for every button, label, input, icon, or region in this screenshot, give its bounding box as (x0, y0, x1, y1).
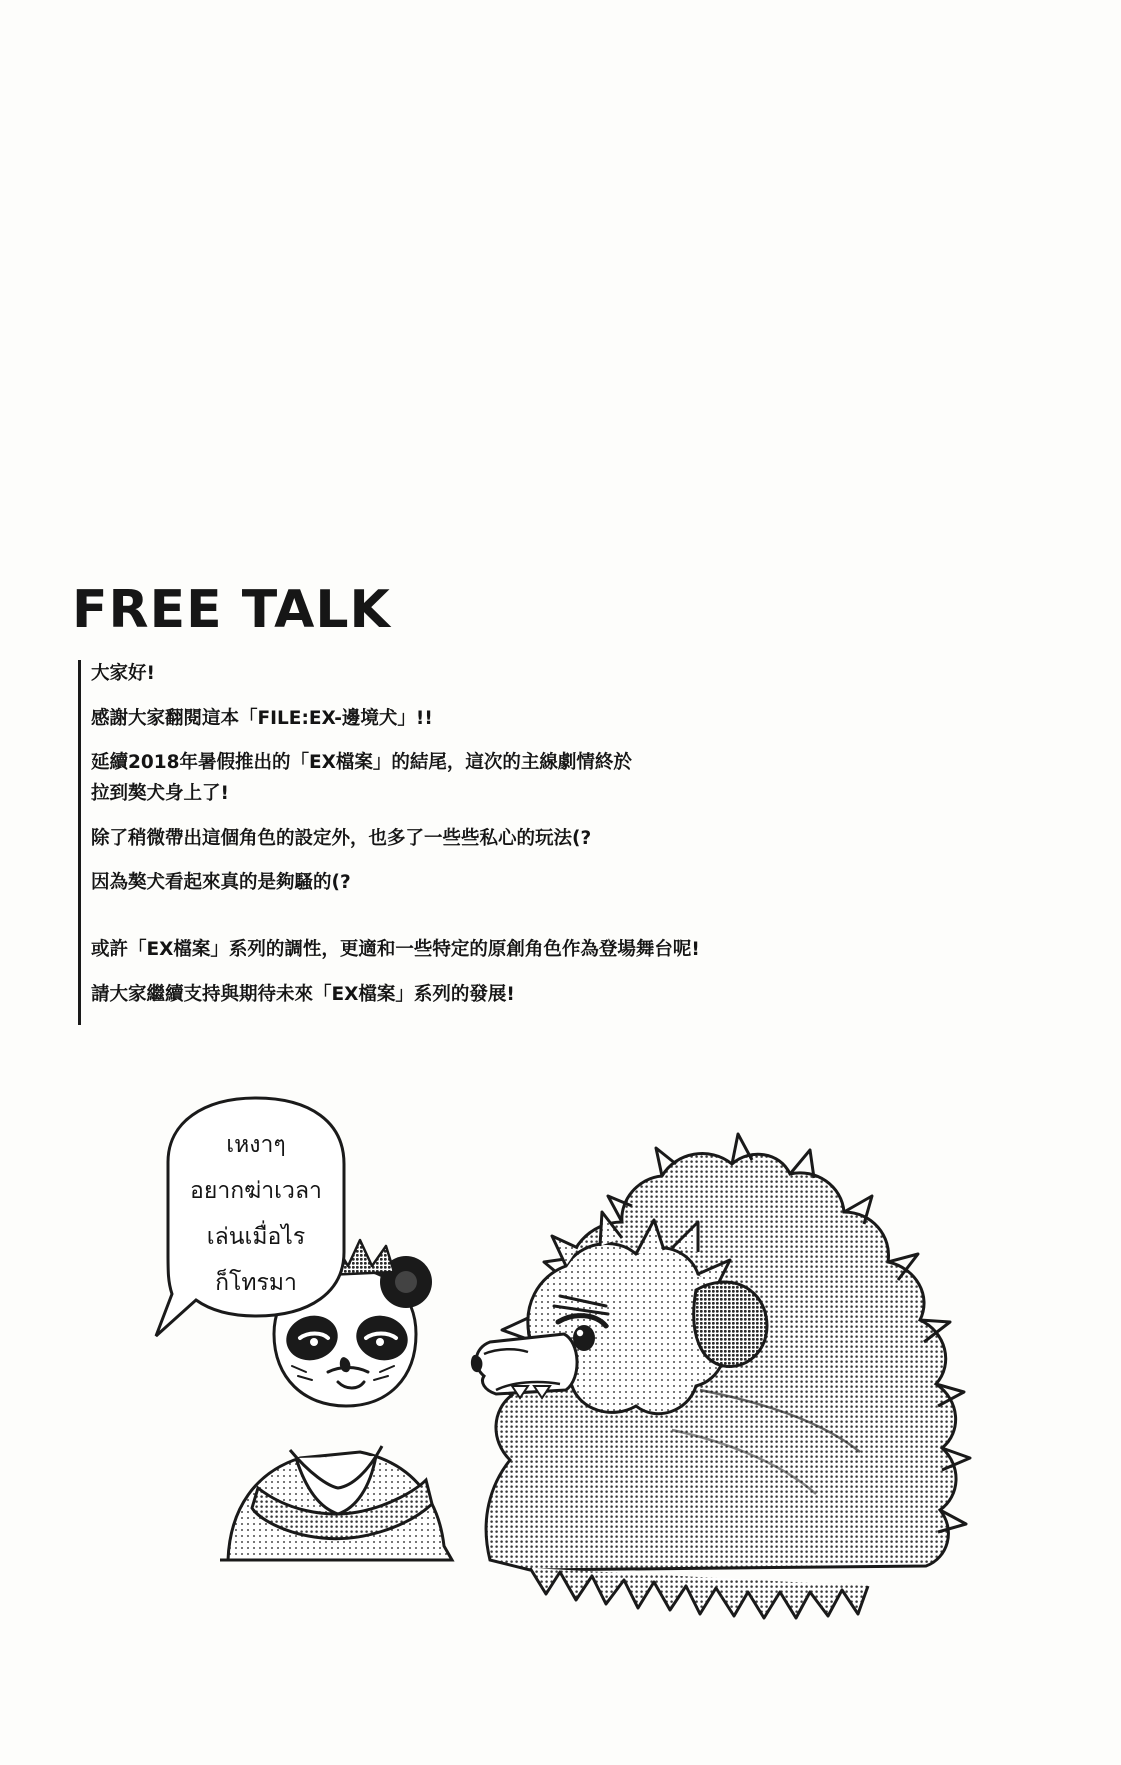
balloon-line: ก็โทรมา (215, 1270, 297, 1296)
paragraph-spacer (91, 914, 791, 936)
talk-line: 大家好! (91, 663, 155, 684)
talk-line: 因為獒犬看起來真的是夠騷的(? (91, 872, 351, 894)
balloon-line: อยากฆ่าเวลา (190, 1178, 322, 1204)
balloon-line: เล่นเมื่อไร (206, 1224, 306, 1250)
talk-line: 拉到獒犬身上了! (91, 783, 229, 805)
free-talk-text-block (78, 660, 791, 1025)
mastiff-character (471, 1134, 970, 1618)
talk-line: 延續2018年暑假推出的「EX檔案」的結尾，這次的主線劇情終於 (91, 752, 632, 774)
balloon-line: เหงาๆ (226, 1132, 286, 1158)
page-title: FREE TALK (72, 580, 391, 640)
talk-line: 或許「EX檔案」系列的調性，更適和一些特定的原創角色作為登場舞台呢! (91, 939, 700, 961)
speech-balloon (156, 1098, 344, 1336)
talk-line: 感謝大家翻閱這本「FILE:EX-邊境犬」!! (91, 707, 433, 729)
talk-line: 請大家繼續支持與期待未來「EX檔案」系列的發展! (91, 983, 515, 1005)
illustration (60, 1090, 1060, 1650)
talk-line: 除了稍微帶出這個角色的設定外，也多了一些些私心的玩法(? (91, 827, 592, 849)
